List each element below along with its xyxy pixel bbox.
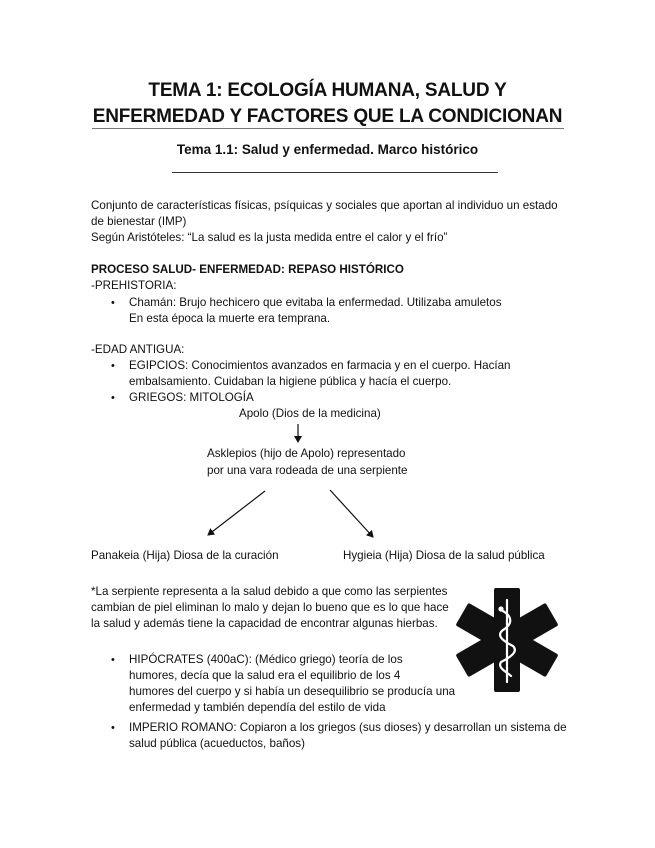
hipocrates-line-3: humores del cuerpo y si había un desequilibrio se producía una	[129, 685, 456, 698]
prehistoria-label: -PREHISTORIA:	[91, 279, 177, 292]
subtitle: Tema 1.1: Salud y enfermedad. Marco histórico	[176, 142, 479, 157]
bullet-icon: •	[111, 722, 115, 734]
prehistoria-bullet-line-2: En esta época la muerte era temprana.	[129, 312, 331, 325]
bullet-icon: •	[111, 297, 115, 309]
star-of-life-icon	[452, 588, 562, 692]
note-line-1: *La serpiente representa a la salud debido a que como las serpientes	[91, 585, 448, 598]
intro-line-2: de bienestar (IMP)	[91, 215, 187, 228]
egipcios-line-2: embalsamiento. Cuidaban la higiene pública y hacía el cuerpo.	[129, 375, 452, 388]
griegos-label: GRIEGOS: MITOLOGÍA	[129, 391, 254, 404]
imperio-line-1: IMPERIO ROMANO: Copiaron a los griegos (sus dioses) y desarrollan un sistema de	[129, 721, 567, 734]
section-heading: PROCESO SALUD- ENFERMEDAD: REPASO HISTÓRICO	[91, 263, 404, 276]
hygieia-label: Hygieia (Hija) Diosa de la salud pública	[343, 549, 545, 562]
intro-line-1: Conjunto de características físicas, psíquicas y sociales que aportan al individuo un estado	[91, 199, 558, 212]
imperio-line-2: salud pública (acueductos, baños)	[129, 737, 305, 750]
hipocrates-line-4: enfermedad y también dependía del estilo de vida	[129, 701, 386, 714]
hipocrates-line-2: humores, decía que la salud era el equilibrio de los 4	[129, 669, 401, 682]
bullet-icon: •	[111, 360, 115, 372]
edad-antigua-label: -EDAD ANTIGUA:	[91, 343, 185, 356]
arrow-left-icon	[208, 491, 265, 535]
note-line-3: la salud y además tiene la capacidad de encontrar algunas hierbas.	[91, 617, 438, 630]
bullet-icon: •	[111, 392, 115, 404]
egipcios-line-1: EGIPCIOS: Conocimientos avanzados en farmacia y en el cuerpo. Hacían	[129, 359, 511, 372]
title-line-1: TEMA 1: ECOLOGÍA HUMANA, SALUD Y	[148, 80, 507, 101]
hipocrates-line-1: HIPÓCRATES (400aC): (Médico griego) teoría de los	[129, 653, 403, 666]
prehistoria-bullet-line-1: Chamán: Brujo hechicero que evitaba la enfermedad. Utilizaba amuletos	[129, 296, 502, 309]
apolo-label: Apolo (Dios de la medicina)	[239, 407, 381, 420]
asklepios-line-2: por una vara rodeada de una serpiente	[207, 464, 408, 477]
asklepios-line-1: Asklepios (hijo de Apolo) representado	[207, 447, 406, 460]
note-line-2: cambian de piel eliminan lo malo y dejan lo bueno que es lo que hace	[91, 601, 449, 614]
title-line-2: ENFERMEDAD Y FACTORES QUE LA CONDICIONAN	[92, 106, 563, 127]
bullet-icon: •	[111, 654, 115, 666]
intro-line-3: Según Aristóteles: “La salud es la justa medida entre el calor y el frío”	[91, 231, 448, 244]
panakeia-label: Panakeia (Hija) Diosa de la curación	[91, 549, 279, 562]
arrow-right-icon	[330, 490, 373, 537]
